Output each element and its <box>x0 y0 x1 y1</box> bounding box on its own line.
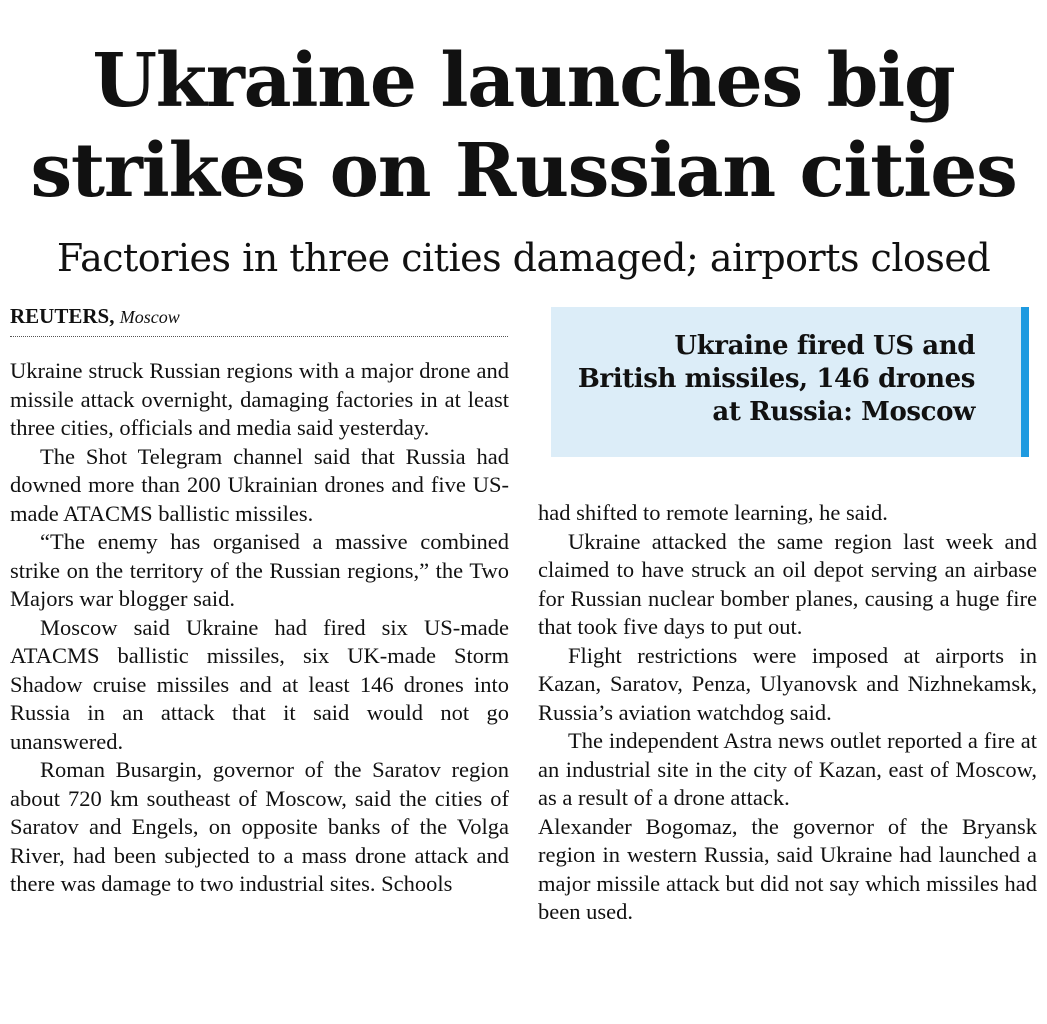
article-column-1 <box>10 357 509 899</box>
headline: Ukraine launches big strikes on Russian cities <box>30 38 1017 214</box>
paragraph: Ukraine struck Russian regions with a major drone and missile attack overnight, damaging factories in at least three cities, officials and media said yesterday. <box>10 358 509 440</box>
paragraph: Moscow said Ukraine had fired six US-made ATACMS ballistic missiles, six UK-made Storm Shadow cruise missiles and at least 146 drones into Russia in an attack that it said would not go unanswered. <box>10 614 509 754</box>
article-column-2 <box>538 499 1037 927</box>
subheadline: Factories in three cities damaged; airports closed <box>56 236 991 280</box>
paragraph: Flight restrictions were imposed at airports in Kazan, Saratov, Penza, Ulyanovsk and Nizhnekamsk, Russia’s aviation watchdog said. <box>538 642 1037 725</box>
byline-agency: REUTERS, <box>10 304 115 328</box>
paragraph: Ukraine attacked the same region last week and claimed to have struck an oil depot serving an airbase for Russian nuclear bomber planes, causing a huge fire that took five days to put out. <box>538 528 1037 639</box>
paragraph: The Shot Telegram channel said that Russia had downed more than 200 Ukrainian drones and five US-made ATACMS ballistic missiles. <box>10 443 509 526</box>
pull-quote <box>551 307 1029 457</box>
paragraph: Roman Busargin, governor of the Saratov region about 720 km southeast of Moscow, said the cities of Saratov and Engels, on opposite banks of the Volga River, had been subjected to a mass drone attack and there was damage to two industrial sites. Schools <box>10 757 509 896</box>
pull-quote-text: Ukraine fired US and British missiles, 146 drones at Russia: Moscow <box>577 331 975 427</box>
paragraph: had shifted to remote learning, he said. <box>538 500 888 525</box>
paragraph: Alexander Bogomaz, the governor of the Bryansk region in western Russia, said Ukraine had launched a major missile attack but did not say which missiles had been used. <box>538 813 1037 924</box>
byline-location: Moscow <box>119 307 180 327</box>
paragraph: The independent Astra news outlet reported a fire at an industrial site in the city of Kazan, east of Moscow, as a result of a drone attack. <box>538 728 1037 810</box>
paragraph: “The enemy has organised a massive combined strike on the territory of the Russian regions,” the Two Majors war blogger said. <box>10 529 509 611</box>
byline <box>10 302 508 337</box>
